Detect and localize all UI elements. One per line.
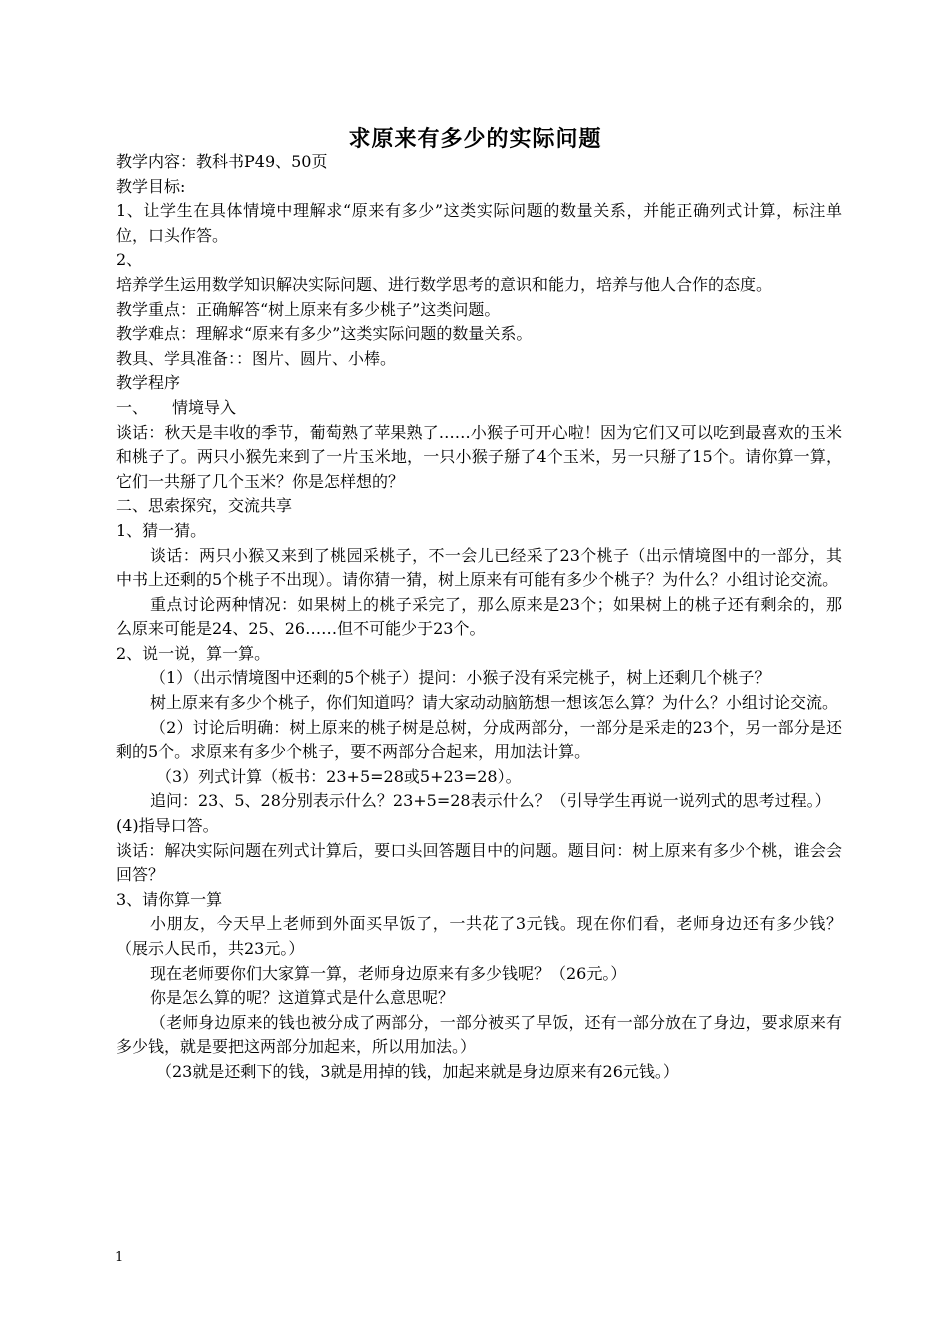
paragraph: （3）列式计算（板书：23+5=28或5+23=28）。 [156, 766, 522, 786]
paragraph: （2）讨论后明确：树上原来的桃子树是总树，分成两部分，一部分是采走的23个，另一部分是还剩的5个。求原来有多少个桃子，要不两部分合起来，用加法计算。 [116, 717, 842, 762]
paragraph: 重点讨论两种情况：如果树上的桃子采完了，那么原来是23个；如果树上的桃子还有剩余的，那么原来可能是24、25、26……但不可能少于23个。 [116, 594, 842, 639]
page-number: 1 [115, 1250, 124, 1265]
subsection-heading: 3、请你算一算 [116, 889, 223, 909]
paragraph: 教学内容：教科书P49、50页 [116, 152, 328, 171]
paragraph: 小朋友，今天早上老师到外面买早饭了，一共花了3元钱。现在你们看，老师身边还有多少钱？（展示人民币，共23元。） [116, 914, 842, 958]
paragraph: 谈话：秋天是丰收的季节，葡萄熟了苹果熟了……小猴子可开心啦！因为它们又可以吃到最喜欢的玉米和桃子了。两只小猴先来到了一片玉米地，一只小猴子掰了4个玉米，另一只掰了15个。请你算一算，它们一共掰了几个玉米？你是怎样想的？ [116, 422, 842, 491]
paragraph: 1、让学生在具体情境中理解求“原来有多少”这类实际问题的数量关系，并能正确列式计算，标注单位，口头作答。 [116, 201, 842, 245]
section-heading: 一、 情境导入 [116, 397, 237, 417]
paragraph: 教学重点：正确解答“树上原来有多少桃子”这类问题。 [116, 299, 501, 319]
paragraph: 谈话：解决实际问题在列式计算后，要口头回答题目中的问题。题目问：树上原来有多少个桃，谁会会回答？ [116, 840, 842, 885]
paragraph: 2、 [116, 250, 143, 270]
document-body [116, 150, 842, 1085]
subsection-heading: 2、说一说，算一算。 [116, 643, 271, 663]
subsection-heading: 1、猜一猜。 [116, 520, 207, 540]
paragraph: 教学目标: [116, 176, 186, 196]
paragraph: (4)指导口答。 [116, 816, 219, 836]
paragraph: （23就是还剩下的钱，3就是用掉的钱，加起来就是身边原来有26元钱。） [156, 1061, 679, 1081]
paragraph: 追问：23、5、28分别表示什么？23+5=28表示什么？（引导学生再说一说列式的思考过程。） [150, 791, 831, 811]
section-heading: 二、思索探究，交流共享 [116, 496, 293, 516]
paragraph: 树上原来有多少个桃子，你们知道吗？请大家动动脑筋想一想该怎么算？为什么？小组讨论交流。 [150, 693, 839, 713]
paragraph: 现在老师要你们大家算一算，老师身边原来有多少钱呢？（26元。） [150, 963, 627, 983]
paragraph: 教学难点：理解求“原来有多少”这类实际问题的数量关系。 [116, 324, 533, 344]
paragraph: 谈话：两只小猴又来到了桃园采桃子，不一会儿已经采了23个桃子（出示情境图中的一部分，其中书上还剩的5个桃子不出现）。请你猜一猜，树上原来有可能有多少个桃子？为什么？小组讨论交流。 [116, 545, 842, 590]
paragraph: （1）（出示情境图中还剩的5个桃子）提问：小猴子没有采完桃子，树上还剩几个桃子？ [150, 668, 771, 688]
paragraph: （老师身边原来的钱也被分成了两部分，一部分被买了早饭，还有一部分放在了身边，要求原来有多少钱，就是要把这两部分加起来，所以用加法。） [116, 1012, 842, 1057]
document-title: 求原来有多少的实际问题 [348, 127, 602, 152]
paragraph: 你是怎么算的呢？这道算式是什么意思呢？ [150, 988, 455, 1008]
section-heading: 教学程序 [116, 373, 181, 393]
paragraph: 培养学生运用数学知识解决实际问题、进行数学思考的意识和能力，培养与他人合作的态度。 [116, 274, 773, 294]
paragraph: 教具、学具准备：：图片、圆片、小棒。 [116, 348, 397, 368]
